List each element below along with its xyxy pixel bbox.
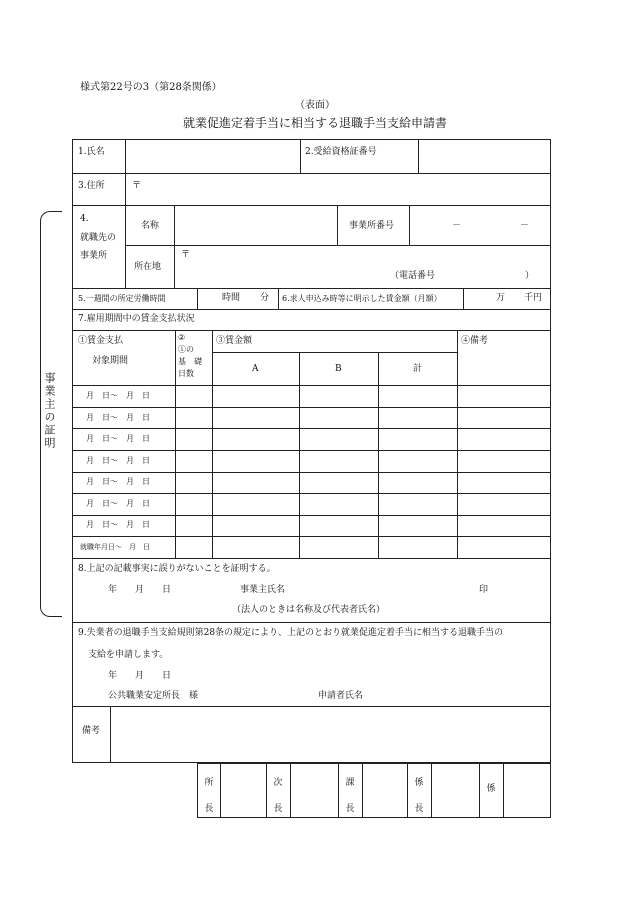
name-label: 1.氏名 xyxy=(78,147,105,157)
rule xyxy=(266,763,267,818)
employer-name-field[interactable] xyxy=(176,207,335,243)
stamp-label-unit-chief: 係長 xyxy=(414,778,424,814)
wage-man-unit: 万 xyxy=(496,293,506,303)
period-row-6: 月 日～ 月 日 xyxy=(86,499,150,508)
days-col-header-4: 日数 xyxy=(178,369,194,378)
wage-table-body[interactable] xyxy=(176,386,457,558)
name-field[interactable] xyxy=(127,141,298,171)
rule xyxy=(407,763,408,818)
application-statement-1: 9.失業者の退職手当支給規則第28条の規定により、上記のとおり就業促進定着手当に相当する退職手当の xyxy=(78,628,504,638)
rule xyxy=(72,330,551,331)
remarks-field[interactable] xyxy=(112,708,549,761)
rule xyxy=(72,622,551,623)
period-row-4: 月 日～ 月 日 xyxy=(86,456,150,465)
employer-section-label-1: 就職先の xyxy=(80,233,117,243)
period-col-header-1: ①賃金支払 xyxy=(78,336,124,346)
location-postal-mark: 〒 xyxy=(181,250,191,260)
rule xyxy=(110,706,111,763)
wage-col-a: A xyxy=(252,364,259,374)
office-addressee: 公共職業安定所長 様 xyxy=(108,691,199,701)
rule xyxy=(337,205,338,245)
form-title: 就業促進定着手当に相当する退職手当支給申請書 xyxy=(182,116,447,130)
location-field[interactable] xyxy=(195,247,549,286)
days-col-header-2: ①の xyxy=(178,345,194,354)
hours-unit: 時間 xyxy=(222,293,241,303)
address-label: 3.住所 xyxy=(78,181,105,191)
rule xyxy=(72,706,551,707)
seal-mark: 印 xyxy=(479,585,489,595)
stamp-label-deputy: 次長 xyxy=(273,778,283,814)
rule xyxy=(338,763,339,818)
application-date: 年 月 日 xyxy=(108,671,172,681)
rule xyxy=(125,139,126,173)
period-row-8: 就職年月日～ 月 日 xyxy=(80,543,150,551)
form-side: （表面） xyxy=(295,100,335,111)
wage-table-title: 7.雇用期間中の賃金支払状況 xyxy=(78,314,195,324)
rule xyxy=(418,139,419,173)
weekly-hours-field[interactable] xyxy=(199,290,276,308)
period-row-3: 月 日～ 月 日 xyxy=(86,434,150,443)
period-row-5: 月 日～ 月 日 xyxy=(86,477,150,486)
cert-number-field[interactable] xyxy=(420,141,549,171)
postal-mark: 〒 xyxy=(132,181,142,191)
offered-wage-field[interactable] xyxy=(465,290,549,308)
remarks-label: 備考 xyxy=(82,726,101,736)
employer-name-label: 事業主氏名 xyxy=(240,585,286,595)
rule xyxy=(457,330,458,558)
minutes-unit: 分 xyxy=(260,293,270,303)
office-number-label: 事業所番号 xyxy=(349,221,395,231)
rule xyxy=(463,288,464,309)
rule xyxy=(212,352,457,353)
stamp-box-staff[interactable] xyxy=(504,764,550,817)
rule xyxy=(72,288,551,289)
weekly-hours-label: 5.一週間の所定労働時間 xyxy=(78,294,166,303)
stamp-label-director: 所長 xyxy=(204,778,214,814)
employer-name-label: 名称 xyxy=(141,221,160,231)
employer-cert-label: 事業主の証明 xyxy=(43,372,56,450)
wage-yen-unit: 千円 xyxy=(524,293,543,303)
stamp-box-unit-chief[interactable] xyxy=(432,764,479,817)
rule xyxy=(409,205,410,245)
stamp-box-deputy[interactable] xyxy=(291,764,338,817)
stamp-label-section-chief: 課長 xyxy=(345,778,355,814)
period-col-header-2: 対象期間 xyxy=(92,356,129,366)
address-field[interactable] xyxy=(146,175,549,203)
phone-label: （電話番号 ） xyxy=(390,271,535,281)
wage-amount-header: ③賃金額 xyxy=(216,336,253,346)
period-row-7: 月 日～ 月 日 xyxy=(86,520,150,529)
rule xyxy=(300,139,301,173)
days-col-header-1: ② xyxy=(178,333,186,342)
employer-section-label-2: 事業所 xyxy=(80,251,108,261)
employer-statement: 8.上記の記載事実に誤りがないことを証明する。 xyxy=(78,564,276,574)
wage-col-b: B xyxy=(335,364,342,374)
rule xyxy=(278,288,279,309)
offered-wage-label: 6.求人申込み時等に明示した賃金額（月額） xyxy=(282,294,442,303)
cert-number-label: 2.受給資格証番号 xyxy=(305,147,377,157)
rule xyxy=(72,205,551,206)
form-number: 様式第22号の3（第28条関係） xyxy=(80,82,222,93)
office-number-dash: － xyxy=(520,221,530,231)
office-number-dash: － xyxy=(452,221,462,231)
applicant-name-label: 申請者氏名 xyxy=(318,691,364,701)
stamp-box-director[interactable] xyxy=(221,764,266,817)
period-row-2: 月 日～ 月 日 xyxy=(86,413,150,422)
stamp-label-staff: 係 xyxy=(486,784,496,794)
employer-section-num: 4. xyxy=(80,214,89,224)
rule xyxy=(197,288,198,309)
rule xyxy=(125,173,126,205)
rule xyxy=(174,205,175,288)
period-row-1: 月 日～ 月 日 xyxy=(86,391,150,400)
rule xyxy=(72,173,551,174)
location-label: 所在地 xyxy=(134,262,162,272)
application-statement-2: 支給を申請します。 xyxy=(88,650,169,660)
rule xyxy=(479,763,480,818)
rule xyxy=(72,558,551,559)
wage-col-total: 計 xyxy=(413,364,423,374)
stamp-box-section-chief[interactable] xyxy=(363,764,407,817)
office-number-field[interactable] xyxy=(411,207,549,243)
employer-date: 年 月 日 xyxy=(108,585,172,595)
applicant-signature-field[interactable] xyxy=(370,687,540,704)
days-col-header-3: 基 礎 xyxy=(178,357,202,366)
rule xyxy=(72,309,551,310)
corporate-note: （法人のときは名称及び代表者氏名） xyxy=(232,605,386,615)
employer-signature-field[interactable] xyxy=(290,581,470,599)
remarks-col-header: ④備考 xyxy=(461,336,489,346)
rule xyxy=(125,245,551,246)
rule xyxy=(125,205,126,288)
